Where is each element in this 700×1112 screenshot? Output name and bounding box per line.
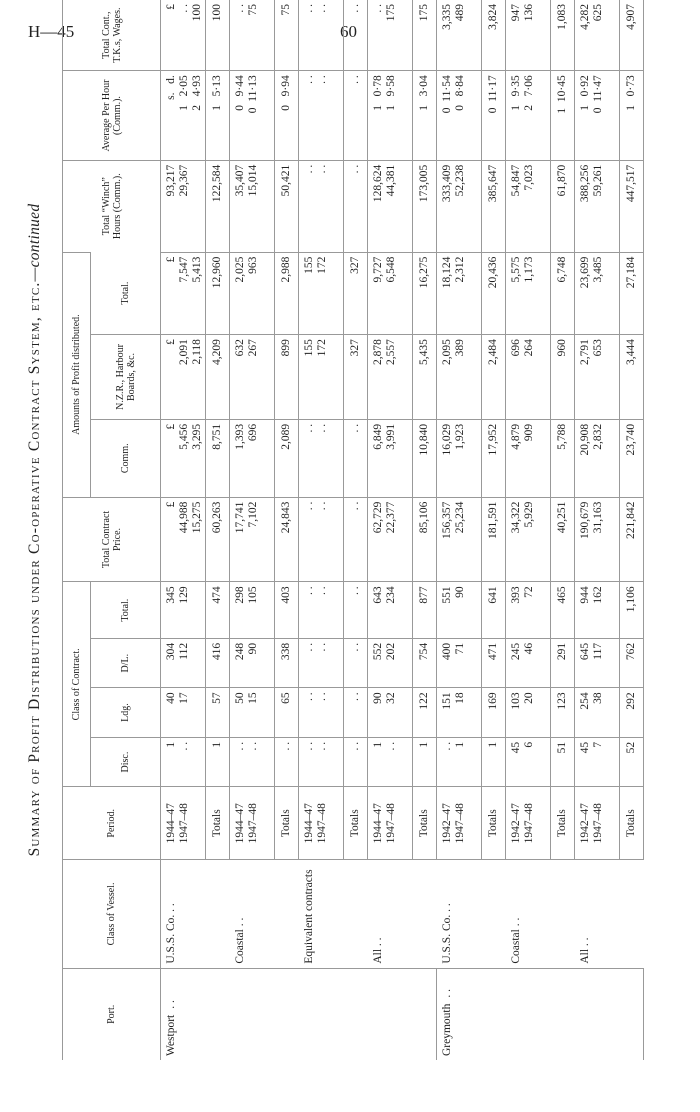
cell-total: 393 72: [506, 582, 551, 639]
header-class-of-contract: Class of Contract.: [63, 582, 91, 787]
cell-total: . . . .: [299, 582, 344, 639]
totals-hours: 385,647: [482, 160, 506, 252]
port-name: [437, 968, 644, 1060]
totals-total: 877: [413, 582, 437, 639]
totals-dl: . .: [344, 638, 368, 687]
totals-amt_total: 27,184: [620, 252, 644, 334]
cell-nzr: 2,095 389: [437, 335, 482, 420]
totals-cont: 175: [413, 0, 437, 71]
totals-dl: 338: [275, 638, 299, 687]
cell-total: 643 234: [368, 582, 413, 639]
header-average-per-hour: Average Per Hour (Comm.).: [63, 71, 161, 161]
cell-price: 156,357 25,234: [437, 497, 482, 582]
totals-total: 403: [275, 582, 299, 639]
cell-price: 190,679 31,163: [575, 497, 620, 582]
title-main: Summary of Profit Distributions under Co-operative Contract System, etc.: [26, 281, 43, 857]
totals-ldg: 123: [551, 688, 575, 737]
totals-hours: 122,584: [206, 160, 230, 252]
totals-amt_total: 2,988: [275, 252, 299, 334]
period-cell: 1944–47 1947–48: [161, 787, 206, 860]
cell-dl: 245 46: [506, 638, 551, 687]
table-row: [299, 0, 344, 1060]
totals-nzr: 4,209: [206, 335, 230, 420]
cell-comm: 16,029 1,923: [437, 419, 482, 497]
cell-dl: 248 90: [230, 638, 275, 687]
totals-label: Totals: [620, 787, 644, 860]
vessel-class: Equivalent contracts: [299, 860, 368, 968]
cell-hours: 93,217 29,367: [161, 160, 206, 252]
totals-total: 465: [551, 582, 575, 639]
totals-price: 181,591: [482, 497, 506, 582]
header-disc: Disc.: [91, 737, 161, 786]
cell-nzr: 155 172: [299, 335, 344, 420]
totals-disc: 1: [206, 737, 230, 786]
cell-comm: 1,393 696: [230, 419, 275, 497]
cell-cont: 3,335 489: [441, 4, 466, 30]
totals-amt_total: 12,960: [206, 252, 230, 334]
cell-nzr: £ 2,091 2,118: [161, 335, 206, 420]
cell-avg: . . . .: [299, 71, 344, 161]
totals-label: Totals: [413, 787, 437, 860]
period-cell: 1944–47 1947–48: [230, 787, 275, 860]
header-period: Period.: [63, 787, 161, 860]
cell-amt_total: £ 7,547 5,413: [161, 252, 206, 334]
totals-avg: . .: [344, 71, 368, 161]
cell-price: £ 44,988 15,275: [161, 497, 206, 582]
totals-nzr: 3,444: [620, 335, 644, 420]
cell-disc: . . . .: [230, 737, 275, 786]
cell-comm: . . . .: [299, 419, 344, 497]
cell-cont: 4,282 625: [579, 4, 604, 30]
totals-price: 24,843: [275, 497, 299, 582]
header-port: Port.: [63, 968, 161, 1060]
totals-ldg: . .: [344, 688, 368, 737]
vessel-class: Coastal . .: [230, 860, 299, 968]
cell-ldg: 151 18: [437, 688, 482, 737]
totals-ldg: 57: [206, 688, 230, 737]
cell-hours: 54,847 7,023: [506, 160, 551, 252]
totals-disc: . .: [344, 737, 368, 786]
totals-label: Totals: [275, 787, 299, 860]
totals-disc: 51: [551, 737, 575, 786]
table-row: [161, 0, 206, 1060]
totals-ldg: 122: [413, 688, 437, 737]
cell-ldg: . . . .: [299, 688, 344, 737]
cell-nzr: 696 264: [506, 335, 551, 420]
cell-cont: . . 75: [234, 4, 259, 16]
cell-nzr: 2,791 653: [575, 335, 620, 420]
header-nzr: N.Z.R., Harbour Boards, &c.: [91, 335, 161, 420]
cell-price: 17,741 7,102: [230, 497, 275, 582]
cell-total: 944 162: [575, 582, 620, 639]
cell-disc: 1 . .: [161, 737, 206, 786]
totals-hours: . .: [344, 160, 368, 252]
totals-comm: 17,952: [482, 419, 506, 497]
totals-label: Totals: [482, 787, 506, 860]
cell-avg: 0 11·54 0 8·84: [437, 71, 482, 161]
totals-comm: 5,788: [551, 419, 575, 497]
table-row: [368, 0, 413, 1060]
vessel-class: All . .: [368, 860, 437, 968]
header-amounts-total: Total.: [91, 252, 161, 334]
totals-price: . .: [344, 497, 368, 582]
totals-price: 85,106: [413, 497, 437, 582]
table-row: [506, 0, 551, 1060]
header-class-of-vessel: Class of Vessel.: [63, 860, 161, 968]
totals-amt_total: 20,436: [482, 252, 506, 334]
header-dl: D/L.: [91, 638, 161, 687]
totals-ldg: 65: [275, 688, 299, 737]
vessel-class: U.S.S. Co. . .: [437, 860, 506, 968]
totals-total: 641: [482, 582, 506, 639]
cell-price: . . . .: [299, 497, 344, 582]
totals-dl: 291: [551, 638, 575, 687]
cell-hours: . . . .: [299, 160, 344, 252]
totals-cont: 3,824: [482, 0, 506, 71]
totals-avg: 1 5·13: [206, 71, 230, 161]
header-ldg: Ldg.: [91, 688, 161, 737]
totals-total: . .: [344, 582, 368, 639]
page-reference: H—45: [28, 22, 75, 41]
totals-cont: 100: [206, 0, 230, 71]
cell-hours: 388,256 59,261: [575, 160, 620, 252]
cell-amt_total: 23,699 3,485: [575, 252, 620, 334]
cell-amt_total: 9,727 6,548: [368, 252, 413, 334]
cell-disc: 45 6: [506, 737, 551, 786]
rotated-page: [20, 0, 700, 1060]
totals-nzr: 899: [275, 335, 299, 420]
port-name-dots: . .: [441, 988, 453, 998]
totals-price: 60,263: [206, 497, 230, 582]
cell-amt_total: 18,124 2,312: [437, 252, 482, 334]
totals-ldg: 292: [620, 688, 644, 737]
cell-comm: £ 5,456 3,295: [161, 419, 206, 497]
totals-disc: . .: [275, 737, 299, 786]
table-row: [575, 0, 620, 1060]
totals-label: Totals: [551, 787, 575, 860]
totals-label: Totals: [206, 787, 230, 860]
header-total-contract-price: Total Contract Price.: [63, 497, 161, 582]
totals-dl: 416: [206, 638, 230, 687]
port-name-dots: . .: [165, 1000, 177, 1009]
cell-disc: . . 1: [437, 737, 482, 786]
totals-hours: 447,517: [620, 160, 644, 252]
totals-comm: . .: [344, 419, 368, 497]
cell-nzr: 2,878 2,557: [368, 335, 413, 420]
cell-ldg: 50 15: [230, 688, 275, 737]
totals-nzr: 960: [551, 335, 575, 420]
totals-dl: 762: [620, 638, 644, 687]
totals-disc: 1: [482, 737, 506, 786]
port-name-label: Westport: [165, 1014, 177, 1056]
cell-avg: 1 0·92 0 11·47: [575, 71, 620, 161]
title-suffix: —continued: [26, 203, 43, 282]
totals-disc: 52: [620, 737, 644, 786]
cell-ldg: 103 20: [506, 688, 551, 737]
period-cell: 1944–47 1947–48: [368, 787, 413, 860]
cell-total: 345 129: [161, 582, 206, 639]
totals-amt_total: 327: [344, 252, 368, 334]
totals-total: 474: [206, 582, 230, 639]
totals-nzr: 2,484: [482, 335, 506, 420]
totals-hours: 173,005: [413, 160, 437, 252]
cell-hours: 35,407 15,014: [230, 160, 275, 252]
period-cell: 1944–47 1947–48: [299, 787, 344, 860]
totals-cont: 4,907: [620, 0, 644, 71]
cell-comm: 6,849 3,991: [368, 419, 413, 497]
totals-avg: 0 9·94: [275, 71, 299, 161]
vessel-class: Coastal . .: [506, 860, 575, 968]
totals-hours: 61,870: [551, 160, 575, 252]
page-number: 60: [340, 22, 357, 41]
cell-avg: s. d. 1 2·05 2 4·93: [161, 71, 206, 161]
cell-ldg: 40 17: [161, 688, 206, 737]
totals-label: Totals: [344, 787, 368, 860]
cell-total: 298 105: [230, 582, 275, 639]
totals-comm: 8,751: [206, 419, 230, 497]
totals-cont: 1,083: [551, 0, 575, 71]
totals-avg: 0 11·17: [482, 71, 506, 161]
table-row: [230, 0, 275, 1060]
page-title: [20, 0, 50, 1060]
cell-cont: . . . .: [303, 4, 328, 13]
totals-cont: . .: [344, 0, 368, 71]
totals-avg: 1 0·73: [620, 71, 644, 161]
totals-price: 221,842: [620, 497, 644, 582]
totals-comm: 23,740: [620, 419, 644, 497]
totals-avg: 1 3·04: [413, 71, 437, 161]
header-winch-hours: Total “Winch” Hours (Comm.).: [63, 160, 161, 252]
cell-dl: 552 202: [368, 638, 413, 687]
port-name-label: Greymouth: [441, 1003, 453, 1056]
cell-disc: 45 7: [575, 737, 620, 786]
header-total-cont: Total Cont., T.K.s, Wages.: [63, 0, 161, 71]
totals-disc: 1: [413, 737, 437, 786]
totals-dl: 754: [413, 638, 437, 687]
table-row: [437, 0, 482, 1060]
cell-amt_total: 2,025 963: [230, 252, 275, 334]
port-name: [161, 968, 437, 1060]
cell-comm: 20,908 2,832: [575, 419, 620, 497]
cell-comm: 4,879 909: [506, 419, 551, 497]
totals-cont: 75: [275, 0, 299, 71]
period-cell: 1942–47 1947–48: [575, 787, 620, 860]
header-contract-total: Total.: [91, 582, 161, 639]
cell-avg: 0 9·44 0 11·13: [230, 71, 275, 161]
cell-dl: 645 117: [575, 638, 620, 687]
header-amounts-distributed: Amounts of Profit distributed.: [63, 252, 91, 497]
cell-amt_total: 5,575 1,173: [506, 252, 551, 334]
totals-amt_total: 16,275: [413, 252, 437, 334]
cell-avg: 1 9·35 2 7·06: [506, 71, 551, 161]
totals-avg: 1 10·45: [551, 71, 575, 161]
cell-hours: 333,409 52,238: [437, 160, 482, 252]
cell-nzr: 632 267: [230, 335, 275, 420]
cell-hours: 128,624 44,381: [368, 160, 413, 252]
totals-nzr: 5,435: [413, 335, 437, 420]
cell-cont: . . 175: [372, 4, 397, 22]
cell-dl: 400 71: [437, 638, 482, 687]
cell-disc: 1 . .: [368, 737, 413, 786]
cell-cont: £ . . 100: [165, 4, 203, 22]
cell-avg: 1 0·78 1 9·58: [368, 71, 413, 161]
cell-total: 551 90: [437, 582, 482, 639]
totals-nzr: 327: [344, 335, 368, 420]
totals-amt_total: 6,748: [551, 252, 575, 334]
cell-ldg: 254 38: [575, 688, 620, 737]
totals-total: 1,106: [620, 582, 644, 639]
cell-cont: 947 136: [510, 4, 535, 22]
cell-dl: . . . .: [299, 638, 344, 687]
profit-distribution-table: [62, 0, 644, 1060]
cell-ldg: 90 32: [368, 688, 413, 737]
period-cell: 1942–47 1947–48: [506, 787, 551, 860]
totals-dl: 471: [482, 638, 506, 687]
vessel-class: U.S.S. Co. . .: [161, 860, 230, 968]
totals-price: 40,251: [551, 497, 575, 582]
cell-price: 34,322 5,929: [506, 497, 551, 582]
header-comm: Comm.: [91, 419, 161, 497]
vessel-class: All . .: [575, 860, 644, 968]
cell-amt_total: 155 172: [299, 252, 344, 334]
cell-disc: . . . .: [299, 737, 344, 786]
totals-hours: 50,421: [275, 160, 299, 252]
cell-dl: 304 112: [161, 638, 206, 687]
totals-ldg: 169: [482, 688, 506, 737]
period-cell: 1942–47 1947–48: [437, 787, 482, 860]
cell-price: 62,729 22,377: [368, 497, 413, 582]
totals-comm: 2,089: [275, 419, 299, 497]
totals-comm: 10,840: [413, 419, 437, 497]
